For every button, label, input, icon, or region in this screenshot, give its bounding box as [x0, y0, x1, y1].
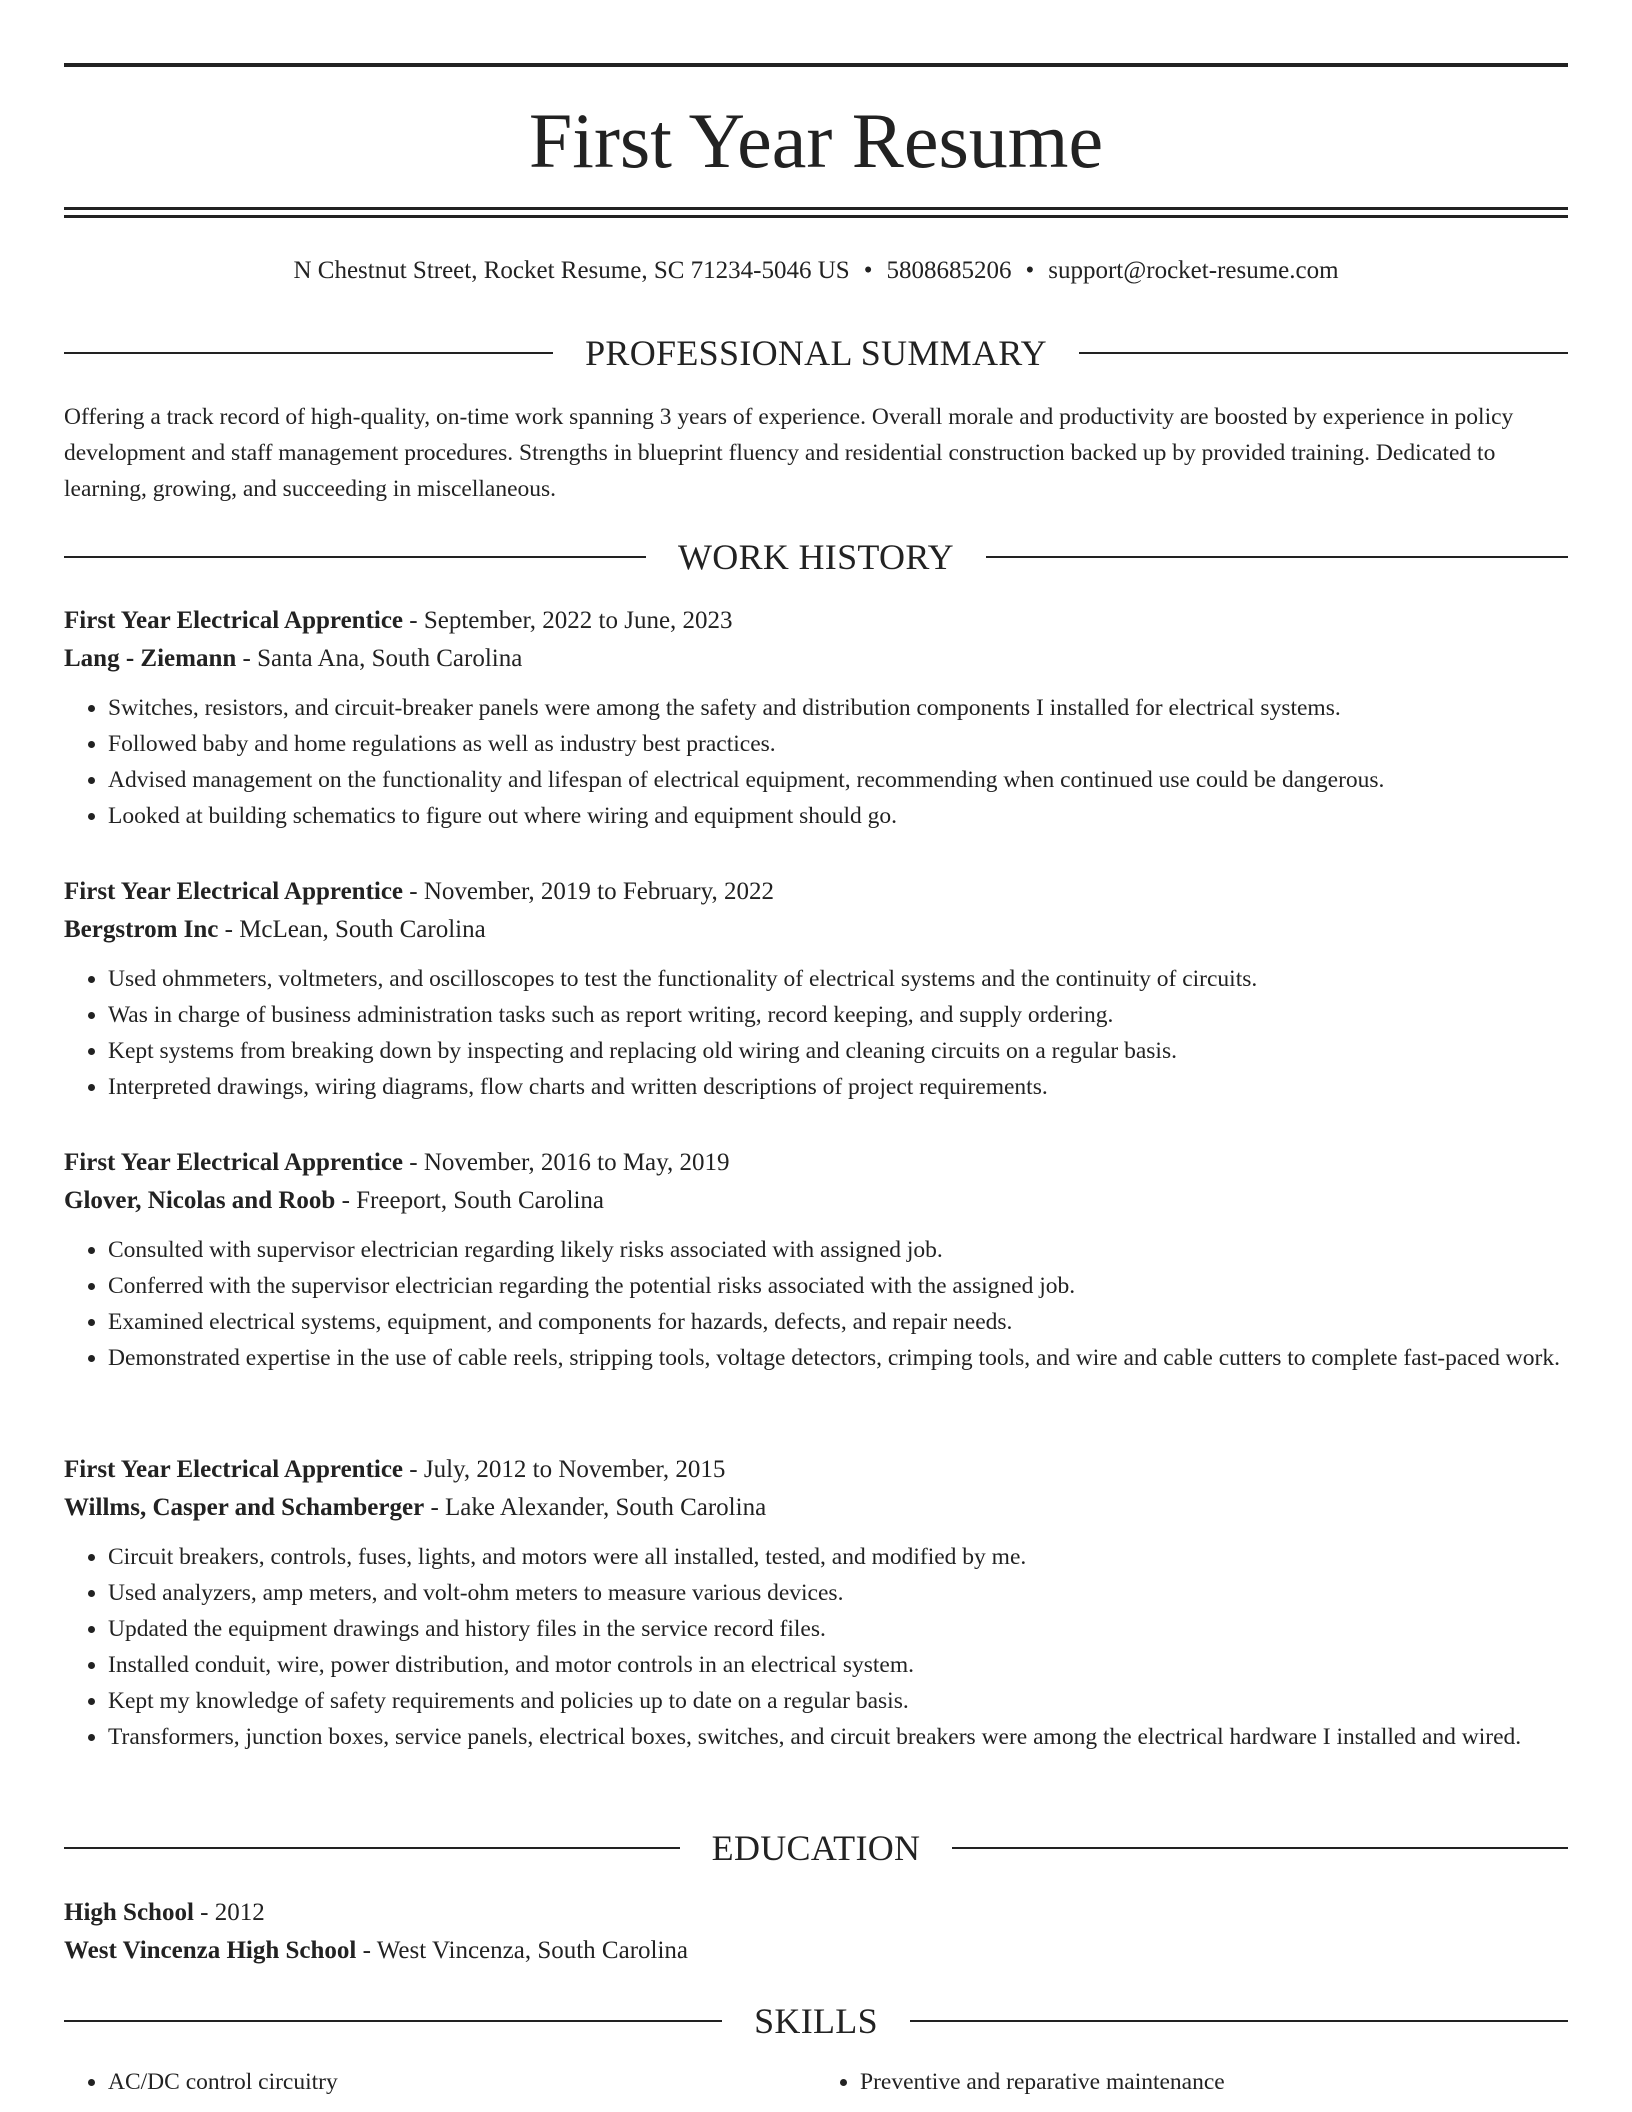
- job-title-line: First Year Electrical Apprentice - November, 2019 to February, 2022: [64, 878, 774, 905]
- contact-line: [64, 254, 1568, 288]
- heading-rule-right: [952, 1847, 1568, 1849]
- section-heading-summary: [64, 331, 1568, 375]
- list-item: • Used analyzers, amp meters, and volt-ohm meters to measure various devices.: [108, 1575, 1568, 1611]
- list-item: • Followed baby and home regulations as well as industry best practices.: [108, 726, 1568, 762]
- job-location: Santa Ana, South Carolina: [257, 645, 523, 672]
- section-heading-education: [64, 1826, 1568, 1870]
- list-item: • Kept my knowledge of safety requirements and policies up to date on a regular basis.: [108, 1683, 1568, 1719]
- job-company-line: Bergstrom Inc - McLean, South Carolina: [64, 916, 486, 943]
- list-item: • Examined electrical systems, equipment, and components for hazards, defects, and repair needs.: [108, 1304, 1568, 1340]
- list-item: • Consulted with supervisor electrician regarding likely risks associated with assigned job.: [108, 1232, 1568, 1268]
- job-title: First Year Electrical Apprentice: [64, 1456, 404, 1483]
- job-entry: [64, 1451, 1568, 1755]
- job-bullets: [64, 961, 1568, 1105]
- job-dates: September, 2022 to June, 2023: [423, 607, 733, 634]
- section-title: PROFESSIONAL SUMMARY: [585, 333, 1047, 373]
- education-school-line: West Vincenza High School - West Vincenza, South Carolina: [64, 1937, 689, 1964]
- list-item: • Interpreted drawings, wiring diagrams, flow charts and written descriptions of project requirements.: [108, 1069, 1568, 1105]
- list-item: • Used ohmmeters, voltmeters, and oscilloscopes to test the functionality of electrical systems and the continuity of circuits.: [108, 961, 1568, 997]
- section-title: SKILLS: [754, 2001, 878, 2041]
- job-entry: [64, 873, 1568, 1105]
- job-bullets: [64, 1539, 1568, 1755]
- list-item: • Conferred with the supervisor electrician regarding the potential risks associated with the assigned job.: [108, 1268, 1568, 1304]
- list-item: • Advised management on the functionality and lifespan of electrical equipment, recommending when continued use could be dangerous.: [108, 762, 1568, 798]
- job-dates: November, 2019 to February, 2022: [423, 878, 774, 905]
- list-item: • Updated the equipment drawings and history files in the service record files.: [108, 1611, 1568, 1647]
- contact-address: N Chestnut Street, Rocket Resume, SC 71234-5046 US: [293, 257, 850, 284]
- skills-list: [64, 2064, 1568, 2100]
- job-title-line: First Year Electrical Apprentice - September, 2022 to June, 2023: [64, 607, 733, 634]
- heading-rule-left: [64, 556, 646, 558]
- list-item: • Looked at building schematics to figure out where wiring and equipment should go.: [108, 798, 1568, 834]
- job-title-line: First Year Electrical Apprentice - November, 2016 to May, 2019: [64, 1149, 730, 1176]
- job-title-line: First Year Electrical Apprentice - July, 2012 to November, 2015: [64, 1456, 726, 1483]
- job-dates: November, 2016 to May, 2019: [423, 1149, 730, 1176]
- education-year: 2012: [214, 1899, 265, 1926]
- education-degree: High School: [64, 1899, 194, 1926]
- section-title: EDUCATION: [711, 1828, 921, 1868]
- contact-email[interactable]: support@rocket-resume.com: [1048, 257, 1339, 284]
- education-degree-line: High School - 2012: [64, 1899, 265, 1926]
- summary-text: Offering a track record of high-quality, on-time work spanning 3 years of experience. Overall morale and productivity are boosted by experience in policy development and staff management procedures. Strengths in blueprint fluency and residential construction backed up by provided training. Dedicated to learning, growing, and succeeding in miscellaneous.: [64, 404, 1514, 502]
- list-item: • Was in charge of business administration tasks such as report writing, record keeping, and supply ordering.: [108, 997, 1568, 1033]
- contact-separator: •: [1025, 257, 1035, 284]
- heading-rule-right: [986, 556, 1568, 558]
- section-title: WORK HISTORY: [678, 537, 954, 577]
- job-bullets: [64, 690, 1568, 834]
- job-location: Lake Alexander, South Carolina: [445, 1494, 767, 1521]
- job-entry: [64, 1144, 1568, 1376]
- list-item: • Circuit breakers, controls, fuses, lights, and motors were all installed, tested, and modified by me.: [108, 1539, 1568, 1575]
- heading-rule-right: [910, 2020, 1568, 2022]
- job-dates: July, 2012 to November, 2015: [423, 1456, 726, 1483]
- education-school: West Vincenza High School: [64, 1937, 357, 1964]
- job-location: Freeport, South Carolina: [356, 1187, 605, 1214]
- skills-column-left: [64, 2064, 816, 2100]
- list-item: • Switches, resistors, and circuit-breaker panels were among the safety and distribution components I installed for electrical systems.: [108, 690, 1568, 726]
- top-divider: [64, 63, 1568, 67]
- section-heading-work: [64, 535, 1568, 579]
- list-item: • Transformers, junction boxes, service panels, electrical boxes, switches, and circuit breakers were among the electrical hardware I installed and wired.: [108, 1719, 1568, 1755]
- job-title: First Year Electrical Apprentice: [64, 1149, 404, 1176]
- job-title: First Year Electrical Apprentice: [64, 878, 404, 905]
- job-company: Bergstrom Inc: [64, 916, 219, 943]
- section-heading-skills: [64, 1999, 1568, 2043]
- title-double-divider: [64, 207, 1568, 218]
- list-item: • Demonstrated expertise in the use of cable reels, stripping tools, voltage detectors, crimping tools, and wire and cable cutters to complete fast-paced work.: [108, 1340, 1568, 1376]
- job-company: Lang - Ziemann: [64, 645, 237, 672]
- heading-rule-left: [64, 2020, 722, 2022]
- heading-rule-left: [64, 1847, 680, 1849]
- contact-phone: 5808685206: [886, 257, 1012, 284]
- list-item: • AC/DC control circuitry: [108, 2064, 816, 2100]
- job-company-line: Lang - Ziemann - Santa Ana, South Carolina: [64, 645, 523, 672]
- education-location: West Vincenza, South Carolina: [376, 1937, 689, 1964]
- list-item: • Preventive and reparative maintenance: [860, 2064, 1568, 2100]
- job-title: First Year Electrical Apprentice: [64, 607, 404, 634]
- heading-rule-right: [1079, 352, 1568, 354]
- resume-title: First Year Resume: [528, 97, 1104, 184]
- job-company: Glover, Nicolas and Roob: [64, 1187, 336, 1214]
- heading-rule-left: [64, 352, 553, 354]
- contact-separator: •: [863, 257, 873, 284]
- job-entry: [64, 602, 1568, 834]
- job-bullets: [64, 1232, 1568, 1376]
- list-item: • Installed conduit, wire, power distribution, and motor controls in an electrical system.: [108, 1647, 1568, 1683]
- job-location: McLean, South Carolina: [239, 916, 486, 943]
- job-company-line: Glover, Nicolas and Roob - Freeport, South Carolina: [64, 1187, 605, 1214]
- skills-column-right: [816, 2064, 1568, 2100]
- education-entry: [64, 1894, 1568, 1970]
- list-item: • Kept systems from breaking down by inspecting and replacing old wiring and cleaning circuits on a regular basis.: [108, 1033, 1568, 1069]
- job-company-line: Willms, Casper and Schamberger - Lake Alexander, South Carolina: [64, 1494, 767, 1521]
- job-company: Willms, Casper and Schamberger: [64, 1494, 425, 1521]
